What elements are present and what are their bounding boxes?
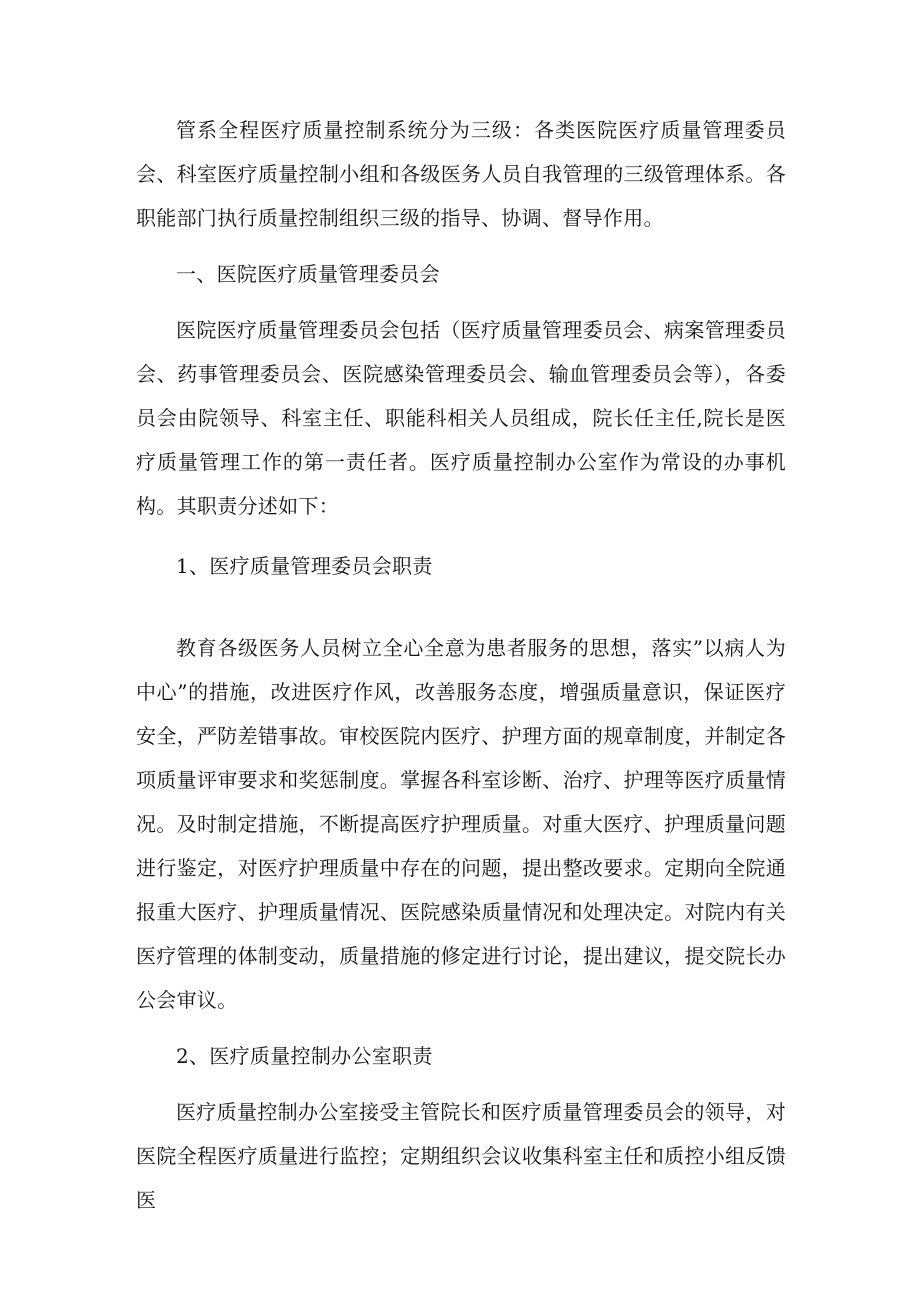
intro-paragraph: 管系全程医疗质量控制系统分为三级：各类医院医疗质量管理委员会、科室医疗质量控制小组和各级医务人员自我管理的三级管理体系。各职能部门执行质量控制组织三级的指导、协调、督导作用。 [136,118,786,230]
office-duties-paragraph: 医疗质量控制办公室接受主管院长和医疗质量管理委员会的领导，对医院全程医疗质量进行监控；定期组织会议收集科室主任和质控小组反馈医 [136,1100,786,1212]
committee-duties-paragraph: 教育各级医务人员树立全心全意为患者服务的思想，落实”以病人为中心”的措施，改进医疗作风，改善服务态度，增强质量意识，保证医疗安全，严防差错事故。审校医院内医疗、护理方面的规章制度，并制定各项质量评审要求和奖惩制度。掌握各科室诊断、治疗、护理等医疗质量情况。及时制定措施，不断提高医疗护理质量。对重大医疗、护理质量问题进行鉴定，对医疗护理质量中存在的问题，提出整改要求。定期向全院通报重大医疗、护理质量情况、医院感染质量情况和处理决定。对院内有关医疗管理的体制变动，质量措施的修定进行讨论，提出建议，提交院长办公会审议。 [136,636,786,1012]
subheading-committee-duties: 1、医疗质量管理委员会职责 [176,554,433,578]
document-body [136,108,786,1222]
subheading-office-duties: 2、医疗质量控制办公室职责 [176,1044,433,1068]
section-heading-committee: 一、医院医疗质量管理委员会 [176,262,440,286]
committee-paragraph: 医院医疗质量管理委员会包括（医疗质量管理委员会、病案管理委员会、药事管理委员会、医院感染管理委员会、输血管理委员会等），各委员会由院领导、科室主任、职能科相关人员组成，院长任主任,院长是医疗质量管理工作的第一责任者。医疗质量控制办公室作为常设的办事机构。其职责分述如下： [136,318,786,518]
